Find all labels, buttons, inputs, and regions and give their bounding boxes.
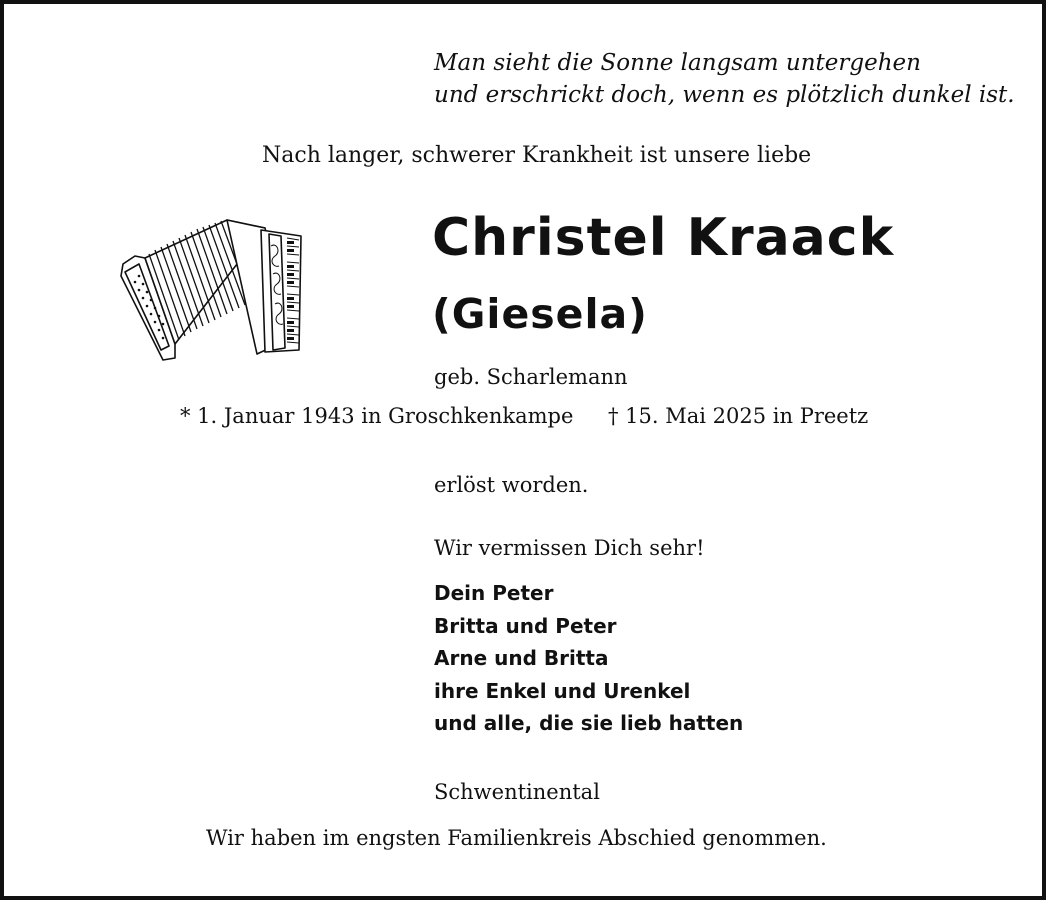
signer: Arne und Britta: [434, 646, 609, 670]
motto-line-2: und erschrickt doch, wenn es plötzlich dunkel ist.: [434, 82, 1015, 108]
deceased-nickname: (Giesela): [432, 290, 648, 338]
death-date: † 15. Mai 2025 in Preetz: [608, 404, 869, 428]
signer: und alle, die sie lieb hatten: [434, 711, 744, 735]
intro-text: Nach langer, schwerer Krankheit ist unsere liebe: [262, 143, 812, 168]
released-text: erlöst worden.: [434, 473, 589, 497]
farewell-text: Wir haben im engsten Familienkreis Abschied genommen.: [206, 826, 827, 850]
birth-name: geb. Scharlemann: [434, 365, 628, 389]
motto: [434, 47, 1015, 111]
signer: Britta und Peter: [434, 613, 617, 638]
accordion-icon: [115, 212, 305, 362]
birth-date: * 1. Januar 1943 in Groschkenkampe: [180, 404, 574, 428]
message-text: Wir vermissen Dich sehr!: [434, 536, 705, 560]
signer: Dein Peter: [434, 581, 554, 605]
signers-list: [434, 577, 743, 740]
place-text: Schwentinental: [434, 780, 600, 804]
deceased-name: Christel Kraack: [432, 208, 895, 268]
motto-line-1: Man sieht die Sonne langsam untergehen: [434, 50, 921, 76]
signer: ihre Enkel und Urenkel: [434, 678, 691, 703]
